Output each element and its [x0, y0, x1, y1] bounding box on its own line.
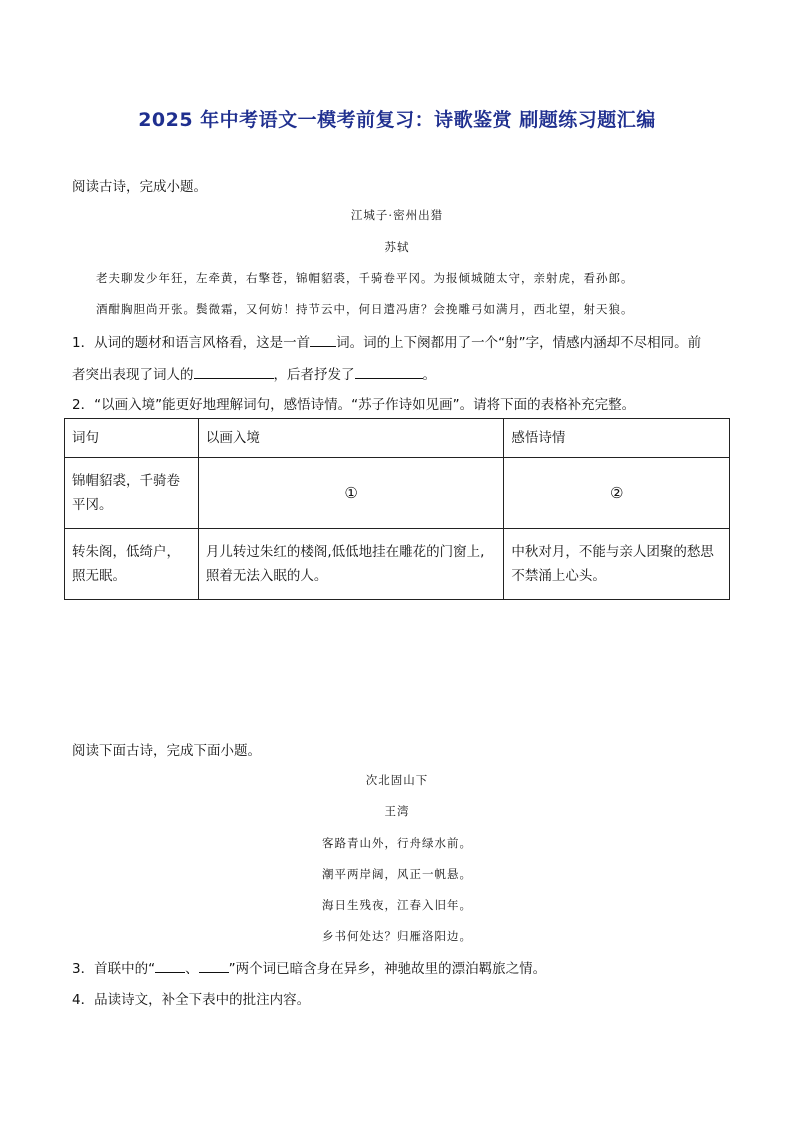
question-4: 4．品读诗文，补全下表中的批注内容。 [72, 992, 311, 1008]
poem1-title: 江城子·密州出猎 [350, 208, 444, 222]
table-header-cell: 词句 [65, 419, 199, 458]
document-title: 2025 年中考语文一模考前复习：诗歌鉴赏 刷题练习题汇编 [138, 109, 656, 131]
table-cell-emotion: 中秋对月，不能与亲人团聚的愁思不禁涌上心头。 [504, 529, 730, 600]
poem1-line-1: 老夫聊发少年狂，左牵黄，右擎苍，锦帽貂裘，千骑卷平冈。为报倾城随太守，亲射虎，看孙郎。 [96, 271, 634, 285]
poem1-line-2: 酒酣胸胆尚开张。鬓微霜，又何妨！持节云中，何日遣冯唐？会挽雕弓如满月，西北望，射天狼。 [96, 302, 634, 316]
question-1-line-1 [72, 332, 701, 353]
poem2-line-1: 客路青山外，行舟绿水前。 [322, 836, 472, 850]
q1-text-a: 1．从词的题材和语言风格看，这是一首 [72, 335, 311, 351]
poem2-title: 次北固山下 [365, 773, 429, 787]
table-cell-answer-2[interactable]: ② [504, 458, 730, 529]
poem1-author: 苏轼 [384, 240, 410, 254]
poem2-line-2: 潮平两岸阔，风正一帆悬。 [322, 867, 472, 881]
table-row [65, 529, 730, 600]
q1-text-e: 。 [422, 367, 436, 383]
q1-text-d: ，后者抒发了 [273, 367, 355, 383]
q1-text-c: 者突出表现了词人的 [72, 367, 194, 383]
answer-table [64, 418, 730, 600]
table-header-row [65, 419, 730, 458]
answer-blank-4[interactable] [155, 958, 185, 973]
answer-blank-1[interactable] [310, 332, 336, 347]
table-row [65, 458, 730, 529]
q3-text-a: 3．首联中的“ [72, 961, 156, 977]
poem2-line-4: 乡书何处达？归雁洛阳边。 [322, 929, 472, 943]
q3-text-c: ”两个词已暗含身在异乡，神驰故里的漂泊羁旅之情。 [228, 961, 547, 977]
answer-blank-2[interactable] [194, 364, 274, 379]
table-header-cell: 感悟诗情 [504, 419, 730, 458]
poem2-line-3: 海日生残夜，江春入旧年。 [322, 898, 472, 912]
q1-text-b: 词。词的上下阕都用了一个“射”字，情感内涵却不尽相同。前 [336, 335, 702, 351]
poem2-author: 王湾 [384, 804, 410, 818]
table-header-cell: 以画入境 [198, 419, 504, 458]
question-2: 2．“以画入境”能更好地理解词句，感悟诗情。“苏子作诗如见画”。请将下面的表格补充完整。 [72, 397, 636, 413]
section2-intro: 阅读下面古诗，完成下面小题。 [72, 743, 261, 759]
question-1-line-2 [72, 364, 436, 385]
table-cell-answer-1[interactable]: ① [198, 458, 504, 529]
answer-blank-3[interactable] [355, 364, 423, 379]
question-3 [72, 958, 546, 979]
q3-text-b: 、 [185, 961, 199, 977]
section1-intro: 阅读古诗，完成小题。 [72, 179, 207, 195]
table-cell-image: 月儿转过朱红的楼阁,低低地挂在雕花的门窗上,照着无法入眠的人。 [198, 529, 504, 600]
table-cell-verse: 转朱阁，低绮户，照无眠。 [65, 529, 199, 600]
answer-blank-5[interactable] [199, 958, 229, 973]
table-cell-verse: 锦帽貂裘，千骑卷平冈。 [65, 458, 199, 529]
